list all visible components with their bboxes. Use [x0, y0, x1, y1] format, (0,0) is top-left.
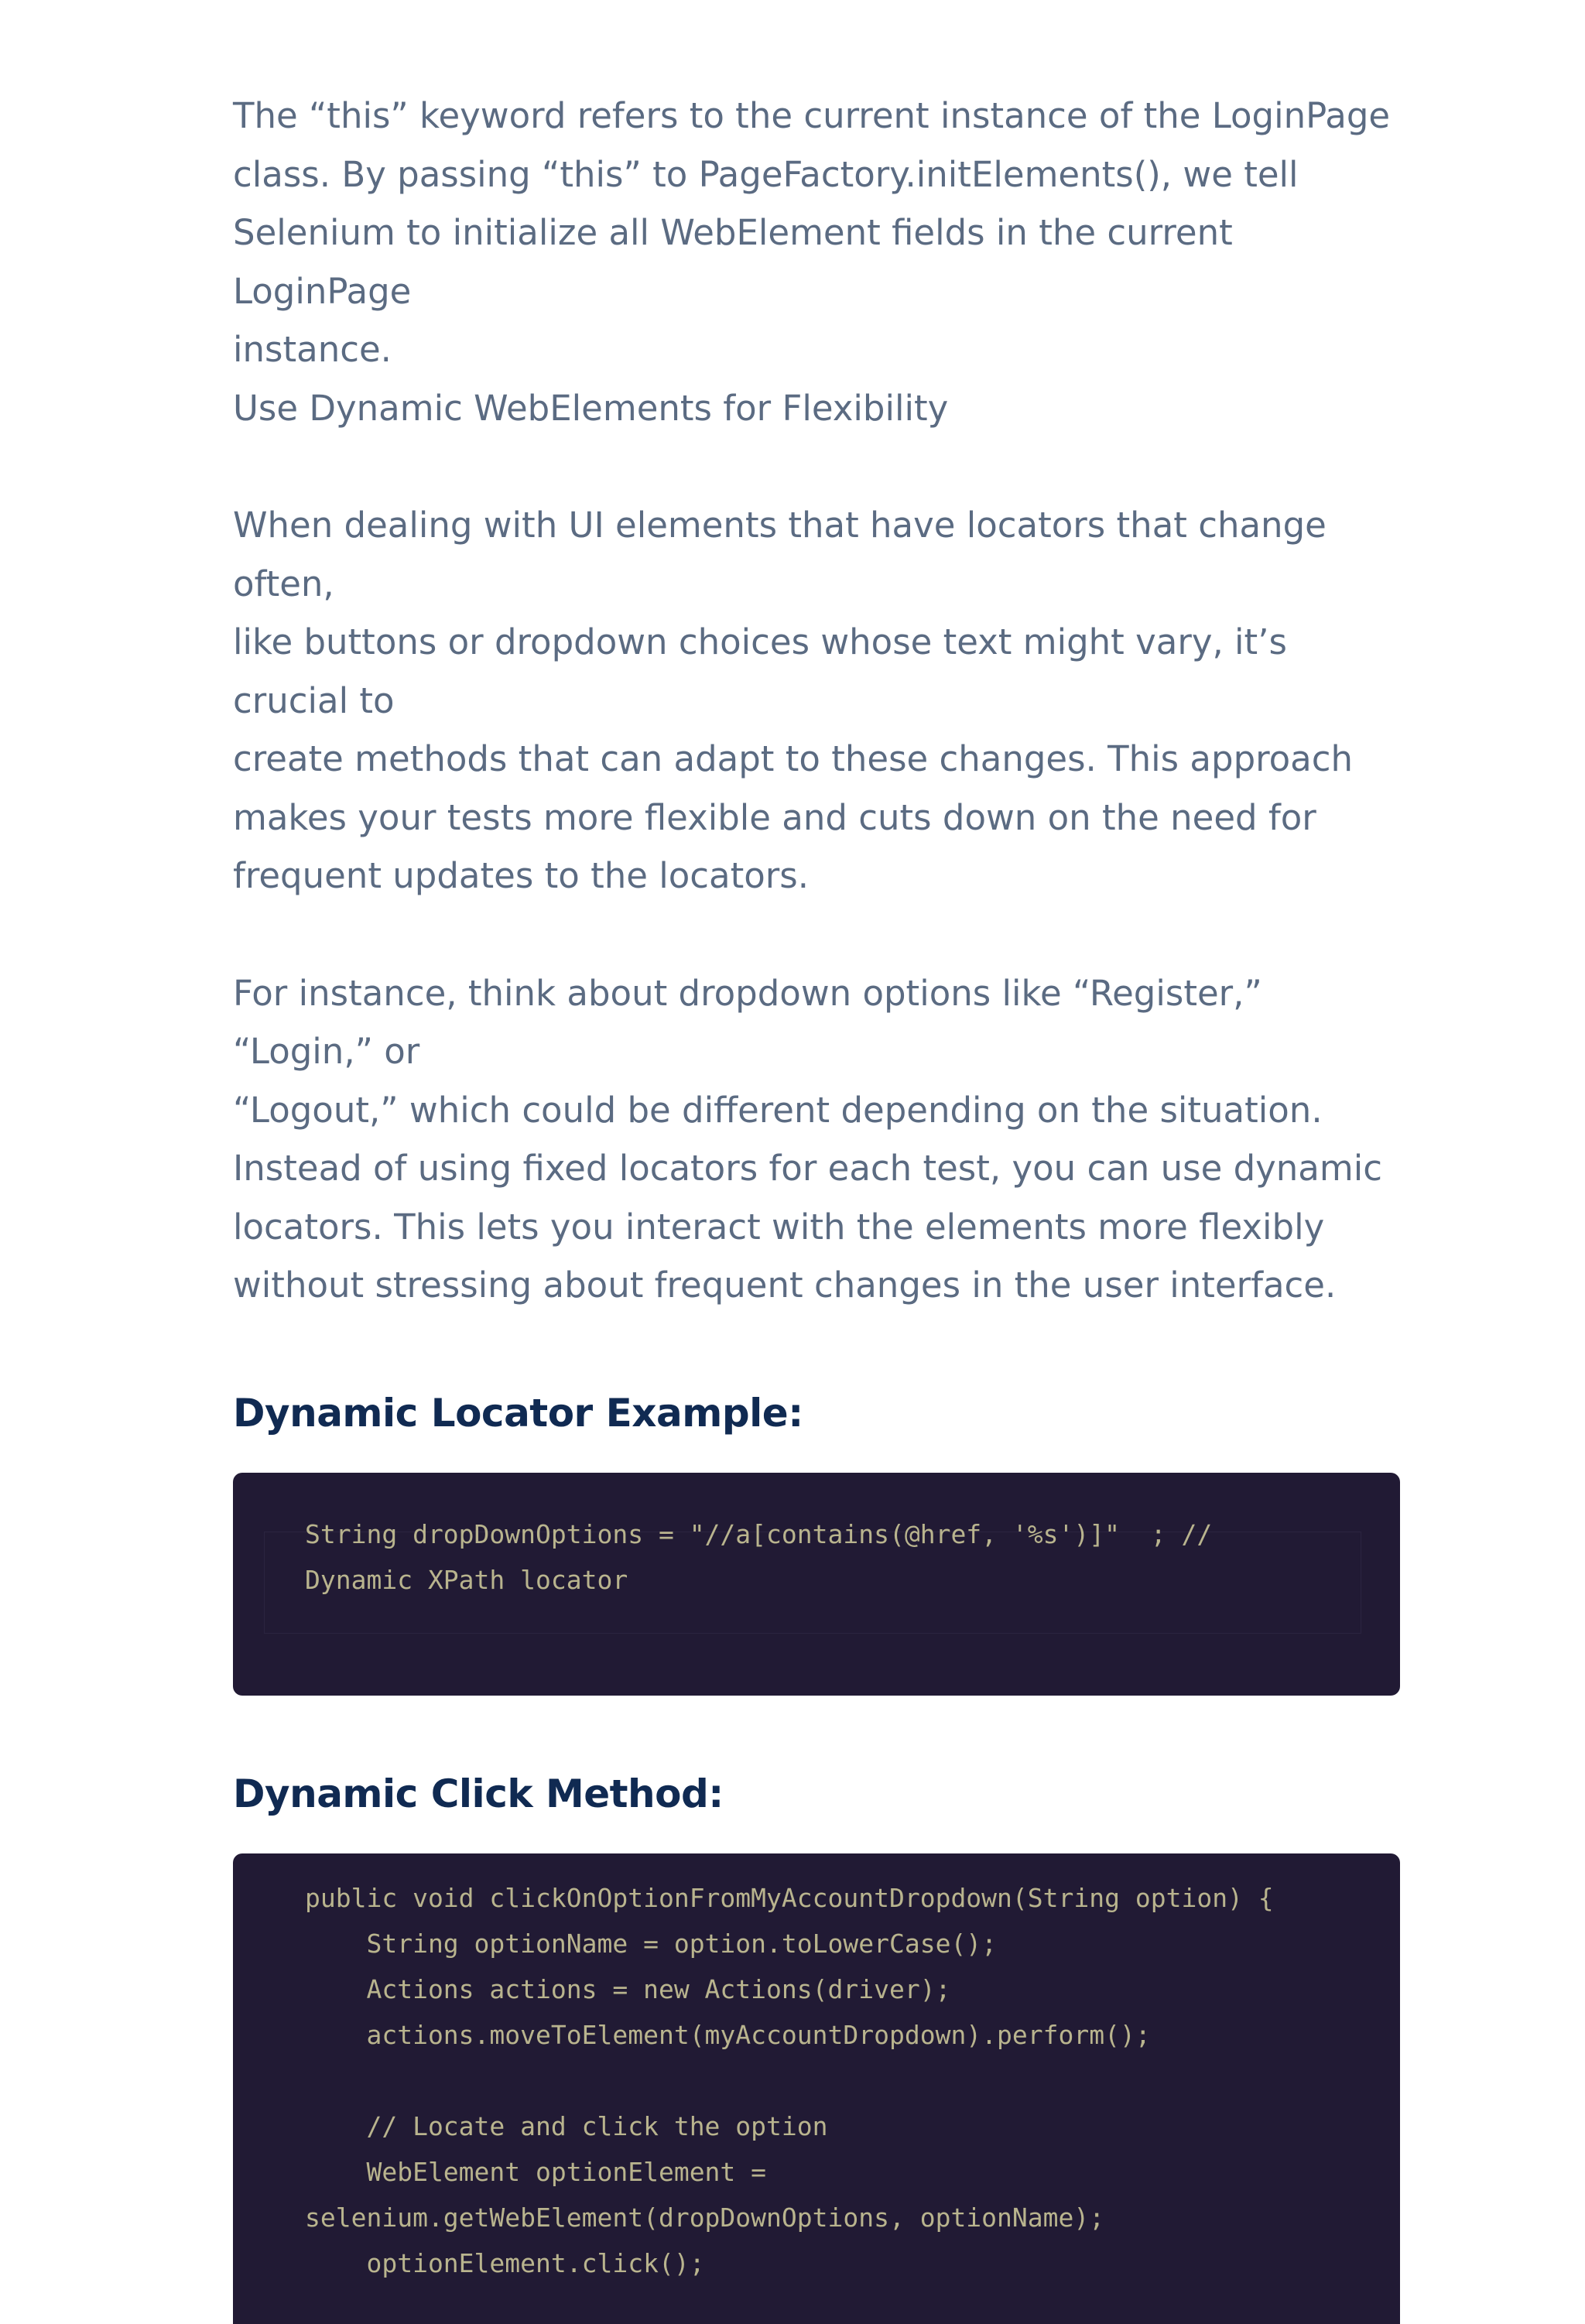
- code-block-dynamic-click: [233, 1853, 1400, 2324]
- code-block-dynamic-locator: [233, 1473, 1400, 1696]
- code-text-dynamic-locator: String dropDownOptions = "//a[contains(@href, '%s')]" ; // Dynamic XPath locator: [305, 1518, 1213, 1595]
- paragraph-changing-locators: When dealing with UI elements that have locators that change often, like buttons or dropdown choices whose text might vary, it’s crucial to create methods that can adapt to these changes. This approach makes your tests more flexible and cuts down on the need for frequent updates to the locators.: [233, 505, 1354, 896]
- heading-dynamic-locator-example: Dynamic Locator Example:: [233, 1390, 803, 1436]
- paragraph-dropdown-example: For instance, think about dropdown options like “Register,” “Login,” or “Logout,” which could be different depending on the situation. Instead of using fixed locators for each test, you can use dynamic locators. This lets you interact with the elements more flexibly without stressing about frequent changes in the user interface.: [233, 972, 1382, 1306]
- paragraph-dynamic-webelements-title: Use Dynamic WebElements for Flexibility: [233, 387, 949, 429]
- code-text-dynamic-click: public void clickOnOptionFromMyAccountDropdown(String option) { String optionName = option.toLowerCase(); Actions actions = new Actions(driver); actions.moveToElement(myAccountDropdown).perform(); // Locate and click the option WebElement optionElement = selenium.getWebElement(dropDownOptions, optionName); optionElement.click();: [305, 1882, 1274, 2278]
- article-content: [233, 87, 1400, 2324]
- heading-dynamic-click-method: Dynamic Click Method:: [233, 1771, 724, 1816]
- paragraph-this-keyword: The “this” keyword refers to the current instance of the LoginPage class. By passing “this” to PageFactory.initElements(), we tell Selenium to initialize all WebElement fields in the current LoginPage instance.: [233, 95, 1391, 370]
